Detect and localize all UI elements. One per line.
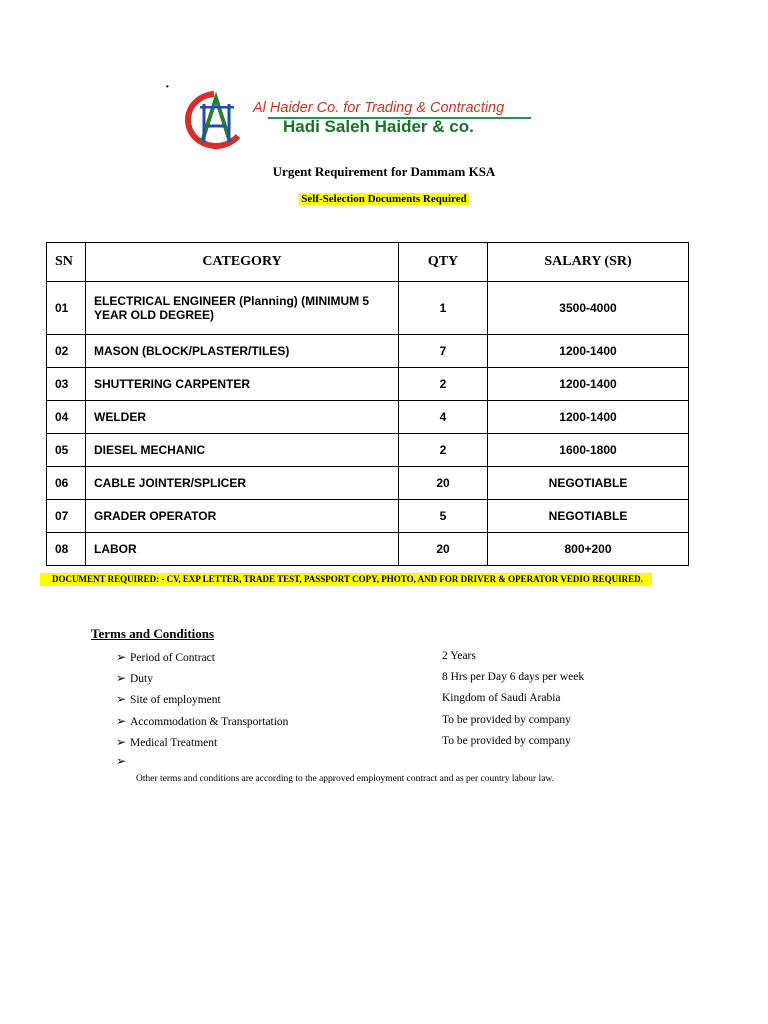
cell-qty: 7 (399, 335, 488, 368)
cell-salary: 1200-1400 (488, 335, 689, 368)
term-label: Site of employment (130, 694, 221, 706)
cell-category: GRADER OPERATOR (86, 500, 399, 533)
table-row (47, 401, 689, 434)
cell-category: SHUTTERING CARPENTER (86, 368, 399, 401)
table-row (47, 467, 689, 500)
cell-sn: 03 (47, 368, 86, 401)
term-value: To be provided by company (442, 714, 571, 726)
table-row (47, 500, 689, 533)
header-qty: QTY (399, 243, 488, 282)
term-label: Period of Contract (130, 652, 215, 664)
arrow-bullet-icon: ➢ (116, 735, 127, 749)
term-item (116, 650, 215, 665)
cell-qty: 2 (399, 368, 488, 401)
table-row (47, 368, 689, 401)
header-salary: SALARY (SR) (488, 243, 689, 282)
cell-qty: 4 (399, 401, 488, 434)
cell-qty: 20 (399, 533, 488, 566)
cell-salary: NEGOTIABLE (488, 500, 689, 533)
arrow-bullet-icon: ➢ (116, 754, 127, 768)
term-label: Medical Treatment (130, 737, 218, 749)
header-category: CATEGORY (86, 243, 399, 282)
cell-sn: 04 (47, 401, 86, 434)
term-item (116, 735, 217, 750)
terms-note: Other terms and conditions are according to the approved employment contract and as per country labour law. (136, 774, 555, 784)
table-row (47, 434, 689, 467)
cell-salary: 800+200 (488, 533, 689, 566)
subtitle-text: Self-Selection Documents Required (301, 193, 467, 205)
cell-sn: 08 (47, 533, 86, 566)
table-row (47, 335, 689, 368)
cell-category: MASON (BLOCK/PLASTER/TILES) (86, 335, 399, 368)
cell-category: WELDER (86, 401, 399, 434)
cell-salary: NEGOTIABLE (488, 467, 689, 500)
logo-tick-mark: • (166, 82, 169, 91)
cell-sn: 07 (47, 500, 86, 533)
header-sn: SN (47, 243, 86, 282)
page-title: Urgent Requirement for Dammam KSA (272, 164, 496, 179)
term-item (116, 671, 153, 686)
term-item (116, 754, 130, 769)
arrow-bullet-icon: ➢ (116, 650, 127, 664)
terms-title: Terms and Conditions (91, 626, 215, 641)
cell-qty: 20 (399, 467, 488, 500)
arrow-bullet-icon: ➢ (116, 692, 127, 706)
cell-category: LABOR (86, 533, 399, 566)
cell-category: CABLE JOINTER/SPLICER (86, 467, 399, 500)
cell-sn: 06 (47, 467, 86, 500)
cell-qty: 5 (399, 500, 488, 533)
requirements-table (46, 242, 689, 566)
term-value: 2 Years (442, 650, 476, 662)
table-row (47, 533, 689, 566)
cell-category: ELECTRICAL ENGINEER (Planning) (MINIMUM 5 YEAR OLD DEGREE) (86, 282, 399, 335)
cell-sn: 01 (47, 282, 86, 335)
logo-emblem-icon (180, 86, 250, 152)
logo-line-1: Al Haider Co. for Trading & Contracting (253, 100, 505, 116)
page-subtitle (0, 193, 768, 205)
cell-qty: 2 (399, 434, 488, 467)
cell-category: DIESEL MECHANIC (86, 434, 399, 467)
term-value: To be provided by company (442, 735, 571, 747)
term-value: Kingdom of Saudi Arabia (442, 692, 561, 704)
term-value: 8 Hrs per Day 6 days per week (442, 671, 585, 683)
arrow-bullet-icon: ➢ (116, 714, 127, 728)
company-logo (180, 86, 540, 152)
arrow-bullet-icon: ➢ (116, 671, 127, 685)
cell-salary: 1200-1400 (488, 368, 689, 401)
term-label: Duty (130, 673, 153, 685)
logo-line-2: Hadi Saleh Haider & co. (283, 117, 474, 136)
term-item (116, 692, 221, 707)
cell-salary: 3500-4000 (488, 282, 689, 335)
term-item (116, 714, 288, 729)
table-header-row (47, 243, 689, 282)
cell-sn: 02 (47, 335, 86, 368)
table-row (47, 282, 689, 335)
term-label: Accommodation & Transportation (130, 716, 289, 728)
cell-salary: 1200-1400 (488, 401, 689, 434)
cell-sn: 05 (47, 434, 86, 467)
cell-qty: 1 (399, 282, 488, 335)
cell-salary: 1600-1800 (488, 434, 689, 467)
document-required-banner: DOCUMENT REQUIRED: - CV, EXP LETTER, TRADE TEST, PASSPORT COPY, PHOTO, AND FOR DRIVER & OPERATOR VEDIO REQUIRED. (40, 573, 652, 586)
